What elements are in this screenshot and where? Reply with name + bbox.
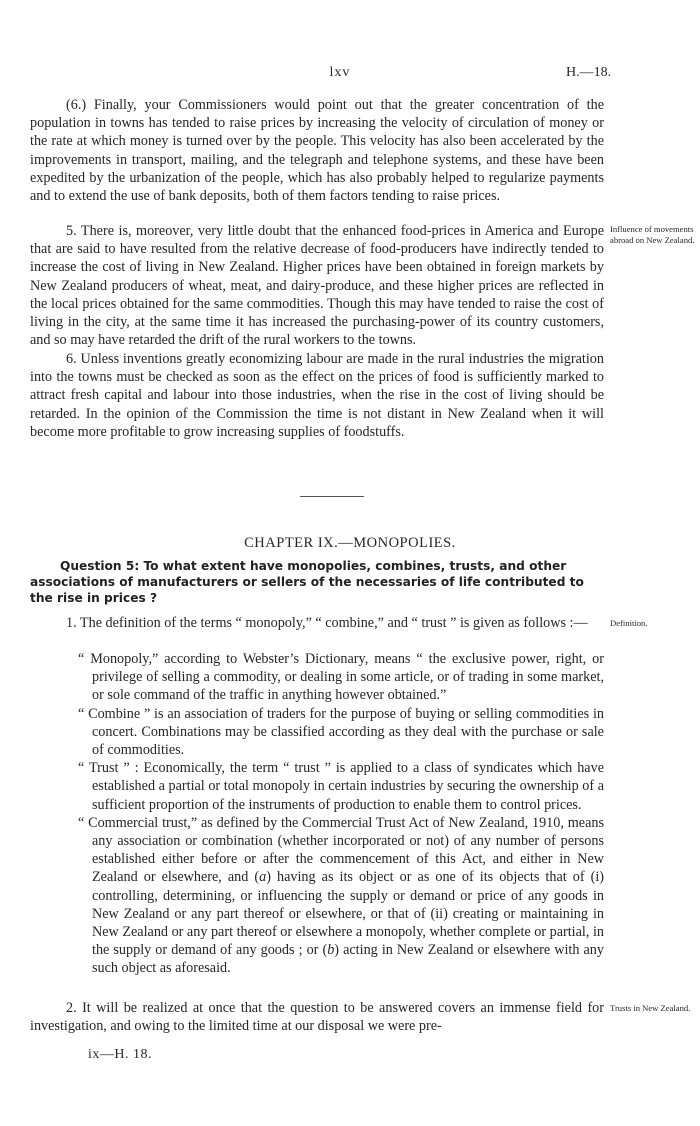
definition-monopoly: “ Monopoly,” according to Webster’s Dictionary, means “ the exclusive power, right, or privilege of selling a commodity, or dealing in some article, or of trading in some market, or sole command of the traffic in anything however obtained.” <box>78 651 604 704</box>
document-code: H.—18. <box>566 65 612 80</box>
paragraph-text: 2. It will be realized at once that the question to be answered covers an immense field for investigation, and owing to the limited time at our disposal we were pre- <box>30 1000 604 1035</box>
page-footer: ix—H. 18. <box>88 1047 152 1062</box>
definition-trust: “ Trust ” : Economically, the term “ trust ” is applied to a class of syndicates which have established a partial or total monopoly in certain industries by securing the ownership of a sufficient proportion of the instruments of production to enable them to control prices. <box>78 760 604 813</box>
clause-letter: b <box>327 942 335 959</box>
question-5 <box>30 558 610 606</box>
definition-commercial-trust <box>30 814 604 978</box>
question-text: Question 5: To what extent have monopolies, combines, trusts, and other associations of manufacturers or sellers of the necessaries of life contributed to the rise in prices ? <box>30 559 584 605</box>
definition-text: “ Commercial trust,” as defined by the Commercial Trust Act of New Zealand, 1910, means any association or combination (whether incorporated or not) of any number of persons established either before or after the commencement of this Act, and either in New Zealand or elsewhere, and ( <box>78 814 604 886</box>
paragraph-6-finally <box>30 96 604 205</box>
definition-combine: “ Combine ” is an association of traders for the purpose of buying or selling commodities in concert. Combinations may be classified according as they deal with the purchase or sale of commodities. <box>78 705 604 759</box>
definition-text: ) acting in New Zealand or elsewhere with any such object as aforesaid. <box>92 942 604 977</box>
page-number: lxv <box>329 65 351 80</box>
side-note-definition: Definition. <box>610 618 648 628</box>
side-note-influence: Influence of movements abroad on New Zealand. <box>610 224 695 245</box>
paragraph-text: (6.) Finally, your Commissioners would point out that the greater concentration of the population in towns has tended to raise prices by increasing the velocity of circulation of money or the rate at which money is turned over by the people. This velocity has also been accelerated by the improvements in transport, mailing, and the telegraph and telephone systems, and these have been expedited by the urbanization of the people, which has also probably helped to regularize payments and to extend the use of bank deposits, both of them factors tending to raise prices. <box>30 97 604 205</box>
clause-letter: a <box>259 869 267 886</box>
paragraph-5 <box>30 222 604 349</box>
chapter-title: CHAPTER IX.—MONOPOLIES. <box>244 535 456 551</box>
paragraph-6 <box>30 350 604 441</box>
definition-text: ) having as its object or as one of its objects that of (i) controlling, determining, or influencing the supply or demand or price of any goods in New Zealand or any part thereof or elsewhere, or that of (ii) creating or maintaining in New Zealand or any part thereof or elsewhere a monopoly, whether complete or partial, in the supply or demand of any goods ; or ( <box>92 869 604 959</box>
side-note-trusts: Trusts in New Zealand. <box>610 1003 691 1013</box>
section-divider <box>300 496 364 497</box>
paragraph-text: 5. There is, moreover, very little doubt that the enhanced food-prices in America and Europe that are said to have resulted from the relative decrease of food-producers have indirectly tended to increase the cost of living in New Zealand. Higher prices have been obtained in foreign markets by New Zealand producers of wheat, meat, and dairy-produce, and these higher prices are reflected in the local prices obtained for the same commodities. Though this may have tended to raise the cost of living in the city, at the same time it has increased the purchasing-power of its country customers, and so may have retarded the drift of the rural workers to the towns. <box>30 223 604 349</box>
definitions-list <box>30 650 604 978</box>
paragraph-text: 1. The definition of the terms “ monopoly,” “ combine,” and “ trust ” is given as follows :— <box>66 615 588 631</box>
paragraph-2 <box>30 999 604 1035</box>
paragraph-1 <box>30 614 604 632</box>
paragraph-text: 6. Unless inventions greatly economizing labour are made in the rural industries the migration into the towns must be checked as soon as the effect on the prices of food is sufficiently marked to attract fresh capital and labour into those industries, when the rise in the cost of living should be retarded. In the opinion of the Commission the time is not distant in New Zealand when it will become more profitable to grow increasing supplies of foodstuffs. <box>30 351 604 440</box>
